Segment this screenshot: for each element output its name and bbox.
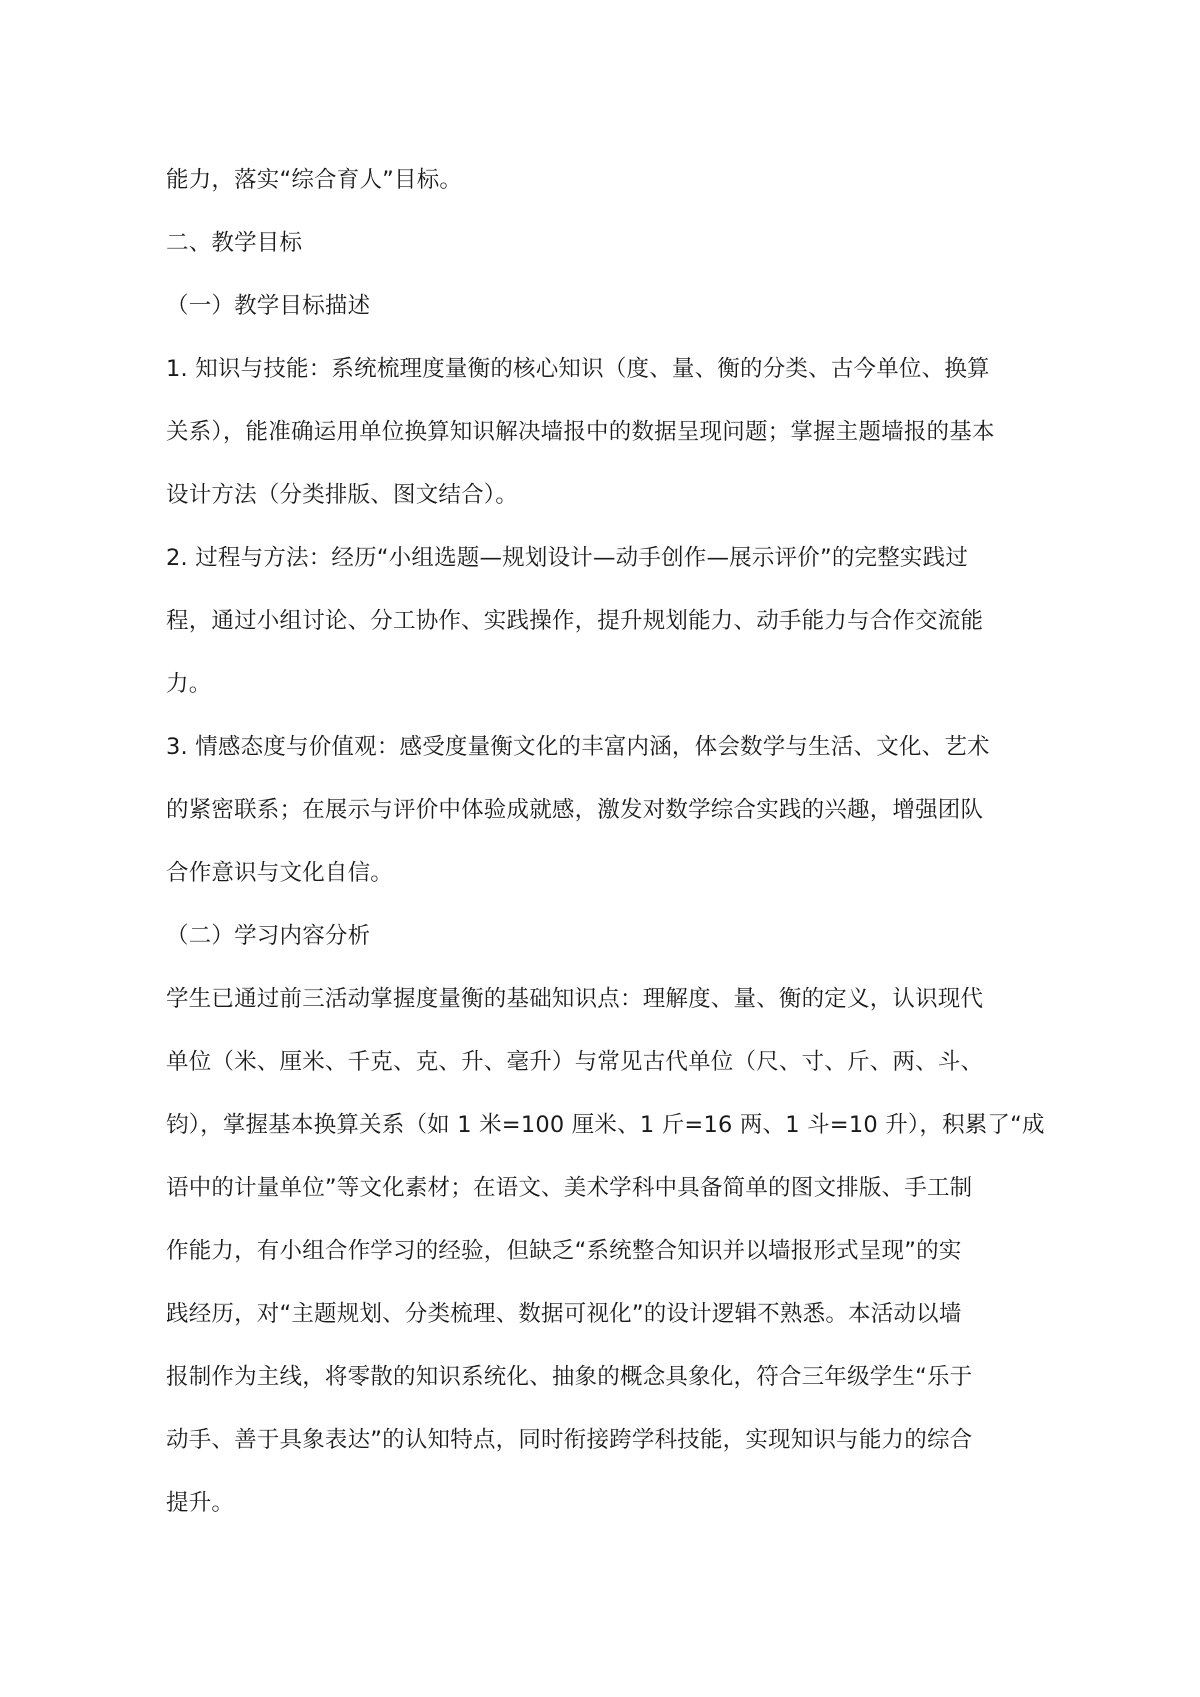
subsection-heading: （二）学习内容分析 — [166, 923, 371, 949]
text-line: 设计方法（分类排版、图文结合）。 — [166, 482, 518, 508]
subsection-heading: （一）教学目标描述 — [166, 293, 371, 319]
text-line: 报制作为主线，将零散的知识系统化、抽象的概念具象化，符合三年级学生“乐于 — [166, 1364, 973, 1390]
text-line: 动手、善于具象表达”的认知特点，同时衔接跨学科技能，实现知识与能力的综合 — [166, 1427, 973, 1453]
text-line: 学生已通过前三活动掌握度量衡的基础知识点：理解度、量、衡的定义，认识现代 — [166, 986, 984, 1012]
text-line: 践经历，对“主题规划、分类梳理、数据可视化”的设计逻辑不熟悉。本活动以墙 — [166, 1301, 962, 1327]
text-line: 1. 知识与技能：系统梳理度量衡的核心知识（度、量、衡的分类、古今单位、换算 — [166, 356, 990, 382]
text-line: 2. 过程与方法：经历“小组选题—规划设计—动手创作—展示评价”的完整实践过 — [166, 545, 969, 571]
section-heading: 二、教学目标 — [166, 230, 303, 256]
text-line: 单位（米、厘米、千克、克、升、毫升）与常见古代单位（尺、寸、斤、两、斗、 — [166, 1049, 984, 1075]
text-line: 钧），掌握基本换算关系（如 1 米=100 厘米、1 斤=16 两、1 斗=10 升），积累了“成 — [166, 1112, 1045, 1138]
text-line: 合作意识与文化自信。 — [166, 860, 394, 886]
text-line: 语中的计量单位”等文化素材；在语文、美术学科中具备简单的图文排版、手工制 — [166, 1175, 973, 1201]
text-line: 提升。 — [166, 1490, 235, 1516]
text-line: 关系），能准确运用单位换算知识解决墙报中的数据呈现问题；掌握主题墙报的基本 — [166, 419, 995, 445]
text-line: 3. 情感态度与价值观：感受度量衡文化的丰富内涵，体会数学与生活、文化、艺术 — [166, 734, 990, 760]
text-line: 力。 — [166, 671, 212, 697]
document-page — [166, 160, 1046, 1546]
text-line: 程，通过小组讨论、分工协作、实践操作，提升规划能力、动手能力与合作交流能 — [166, 608, 984, 634]
text-line: 能力，落实“综合育人”目标。 — [166, 167, 463, 193]
text-line: 作能力，有小组合作学习的经验，但缺乏“系统整合知识并以墙报形式呈现”的实 — [166, 1238, 962, 1264]
text-line: 的紧密联系；在展示与评价中体验成就感，激发对数学综合实践的兴趣，增强团队 — [166, 797, 984, 823]
